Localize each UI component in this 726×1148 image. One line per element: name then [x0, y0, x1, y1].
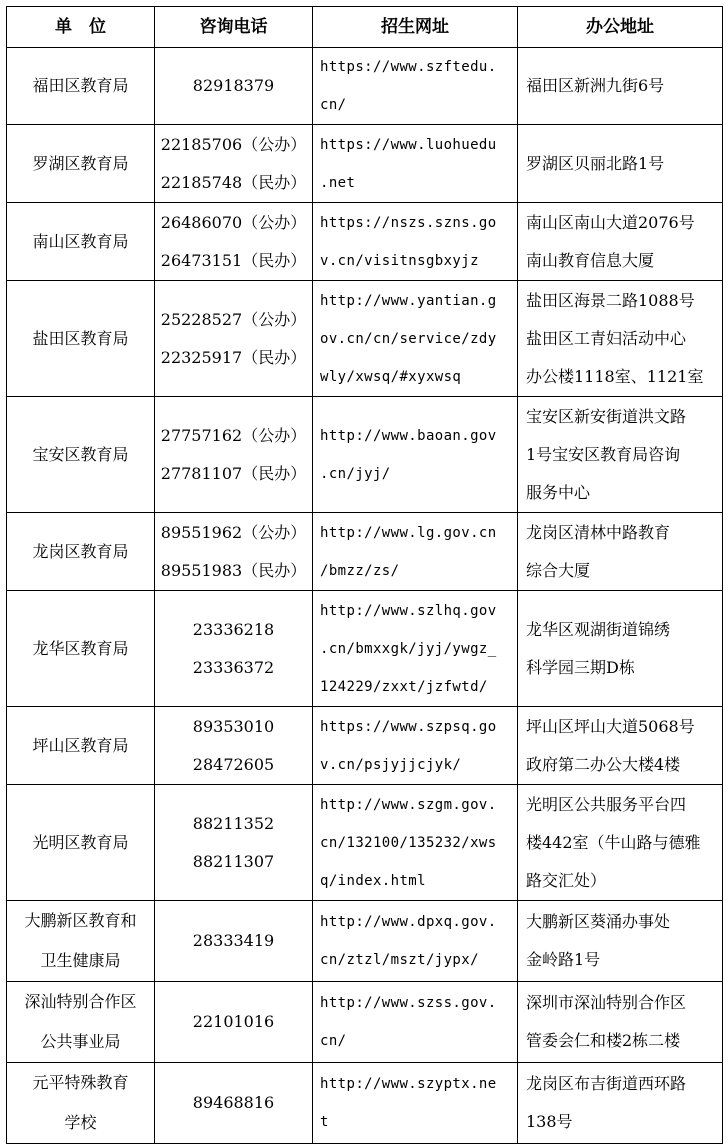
table-row	[7, 785, 723, 901]
cell-address-line: 南山区南山大道2076号	[526, 212, 695, 232]
cell-unit-line: 坪山区教育局	[32, 735, 129, 755]
cell-url-line[interactable]: cn/132100/135232/xws	[320, 834, 497, 851]
cell-phone-line: 26473151（民办）	[160, 250, 307, 270]
cell-url	[313, 513, 518, 591]
table-row	[7, 281, 723, 397]
cell-url-line[interactable]: /bmzz/zs/	[320, 562, 400, 579]
cell-url-line[interactable]: 124229/zxxt/jzfwtd/	[320, 678, 488, 695]
cell-url-line[interactable]: https://nszs.szns.go	[320, 214, 497, 231]
cell-unit-line: 学校	[64, 1113, 97, 1132]
cell-url	[313, 1063, 518, 1144]
cell-unit	[7, 785, 155, 901]
cell-unit-line: 南山区教育局	[32, 231, 129, 251]
cell-url-line[interactable]: https://www.szftedu.	[320, 59, 497, 75]
cell-url-line[interactable]: .net	[320, 174, 356, 191]
cell-url-line[interactable]: http://www.szlhq.gov	[320, 602, 497, 619]
cell-url-line[interactable]: v.cn/psjyjjcjyk/	[320, 756, 462, 773]
cell-url-line[interactable]: t	[320, 1114, 329, 1130]
cell-address	[518, 707, 723, 785]
enrollment-contact-table	[6, 6, 723, 1144]
cell-unit	[7, 397, 155, 513]
cell-address-line: 深圳市深汕特别合作区	[526, 993, 687, 1012]
cell-phone-line: 89551983（民办）	[160, 560, 307, 580]
cell-address	[518, 901, 723, 982]
header-address: 办公地址	[518, 7, 723, 48]
cell-url-line[interactable]: .cn/jyj/	[320, 465, 391, 482]
table-row	[7, 982, 723, 1063]
cell-address-line: 政府第二办公大楼4楼	[526, 754, 681, 774]
cell-url-line[interactable]: cn/	[320, 97, 347, 113]
cell-address-line: 办公楼1118室、1121室	[526, 366, 704, 386]
cell-url-line[interactable]: http://www.yantian.g	[320, 292, 497, 309]
cell-address-line: 管委会仁和楼2栋二楼	[526, 1031, 681, 1050]
cell-phone-line: 23336218	[192, 619, 275, 639]
cell-address-line: 龙华区观湖街道锦绣	[526, 619, 671, 639]
cell-address-line: 宝安区新安街道洪文路	[526, 406, 687, 426]
cell-address	[518, 982, 723, 1063]
cell-unit	[7, 1063, 155, 1144]
cell-url	[313, 48, 518, 125]
cell-address-line: 大鹏新区葵涌办事处	[526, 912, 671, 931]
cell-phone-line: 28333419	[192, 931, 275, 950]
cell-url-line[interactable]: http://www.baoan.gov	[320, 427, 497, 444]
cell-phone-line: 27757162（公办）	[160, 425, 307, 445]
cell-unit	[7, 707, 155, 785]
cell-url	[313, 281, 518, 397]
cell-url-line[interactable]: ov.cn/cn/service/zdy	[320, 330, 497, 347]
cell-url-line[interactable]: cn/ztzl/mszt/jypx/	[320, 952, 479, 968]
cell-unit-line: 龙岗区教育局	[32, 541, 129, 561]
cell-unit	[7, 125, 155, 203]
cell-address-line: 金岭路1号	[526, 950, 601, 969]
cell-address	[518, 48, 723, 125]
cell-unit-line: 福田区教育局	[32, 76, 129, 95]
cell-phone-line: 88211352	[192, 813, 275, 833]
table-row	[7, 707, 723, 785]
cell-phone-line: 22101016	[192, 1012, 275, 1031]
cell-url	[313, 982, 518, 1063]
cell-address	[518, 785, 723, 901]
table-row	[7, 901, 723, 982]
cell-unit-line: 光明区教育局	[32, 832, 129, 852]
cell-phone	[155, 785, 313, 901]
cell-url	[313, 125, 518, 203]
cell-unit-line: 元平特殊教育	[32, 1073, 129, 1092]
cell-unit-line: 龙华区教育局	[32, 638, 129, 658]
cell-address-line: 福田区新洲九街6号	[526, 76, 665, 95]
cell-address-line: 科学园三期D栋	[526, 657, 635, 677]
cell-url	[313, 591, 518, 707]
cell-url	[313, 707, 518, 785]
table-row	[7, 397, 723, 513]
cell-phone-line: 89353010	[192, 716, 275, 736]
cell-address	[518, 1063, 723, 1144]
cell-address-line: 龙岗区布吉街道西环路	[526, 1074, 687, 1093]
header-url: 招生网址	[313, 7, 518, 48]
cell-phone	[155, 203, 313, 281]
cell-phone-line: 88211307	[192, 851, 275, 871]
cell-phone	[155, 397, 313, 513]
cell-phone	[155, 125, 313, 203]
cell-address-line: 138号	[526, 1112, 573, 1131]
cell-url-line[interactable]: v.cn/visitnsgbxyjz	[320, 252, 479, 269]
header-phone: 咨询电话	[155, 7, 313, 48]
cell-phone-line: 82918379	[192, 76, 275, 95]
table-row	[7, 125, 723, 203]
cell-address-line: 楼442室（牛山路与德雅	[526, 832, 701, 852]
cell-phone	[155, 48, 313, 125]
table-row	[7, 1063, 723, 1144]
cell-url-line[interactable]: .cn/bmxxgk/jyj/ywgz_	[320, 640, 497, 657]
cell-address	[518, 591, 723, 707]
cell-unit	[7, 513, 155, 591]
cell-url-line[interactable]: https://www.szpsq.go	[320, 718, 497, 735]
cell-phone-line: 89468816	[192, 1093, 275, 1112]
cell-url-line[interactable]: q/index.html	[320, 872, 426, 889]
cell-url	[313, 785, 518, 901]
cell-url-line[interactable]: http://www.dpxq.gov.	[320, 914, 497, 930]
cell-phone-line: 28472605	[192, 754, 275, 774]
cell-phone	[155, 1063, 313, 1144]
table-row	[7, 203, 723, 281]
cell-unit-line: 大鹏新区教育和	[24, 911, 137, 930]
cell-phone	[155, 591, 313, 707]
cell-address-line: 盐田区工青妇活动中心	[526, 328, 687, 348]
cell-address-line: 路交汇处）	[526, 870, 607, 890]
cell-unit-line: 盐田区教育局	[32, 328, 129, 348]
cell-url-line[interactable]: wly/xwsq/#xyxwsq	[320, 368, 462, 385]
table-row	[7, 48, 723, 125]
cell-phone-line: 22325917（民办）	[160, 347, 307, 367]
cell-url	[313, 397, 518, 513]
cell-address-line: 光明区公共服务平台四	[526, 794, 687, 814]
cell-address-line: 罗湖区贝丽北路1号	[526, 153, 665, 173]
cell-phone-line: 23336372	[192, 657, 275, 677]
cell-address	[518, 397, 723, 513]
cell-phone	[155, 901, 313, 982]
cell-phone	[155, 513, 313, 591]
cell-url	[313, 203, 518, 281]
cell-address	[518, 513, 723, 591]
cell-address-line: 盐田区海景二路1088号	[526, 290, 695, 310]
cell-url-line[interactable]: http://www.szgm.gov.	[320, 796, 497, 813]
cell-unit-line: 宝安区教育局	[32, 444, 129, 464]
cell-unit	[7, 203, 155, 281]
cell-url	[313, 901, 518, 982]
cell-unit	[7, 982, 155, 1063]
cell-phone-line: 26486070（公办）	[160, 212, 307, 232]
cell-phone-line: 22185748（民办）	[160, 172, 307, 192]
cell-address	[518, 281, 723, 397]
cell-url-line[interactable]: http://www.szss.gov.	[320, 995, 497, 1011]
cell-phone-line: 22185706（公办）	[160, 134, 307, 154]
cell-url-line[interactable]: cn/	[320, 1033, 347, 1049]
cell-unit-line: 深汕特别合作区	[24, 992, 137, 1011]
cell-phone	[155, 281, 313, 397]
cell-unit	[7, 281, 155, 397]
cell-address-line: 龙岗区清林中路教育	[526, 522, 671, 542]
cell-address-line: 南山教育信息大厦	[526, 250, 655, 270]
cell-url-line[interactable]: http://www.szyptx.ne	[320, 1076, 497, 1092]
cell-unit	[7, 901, 155, 982]
table-row	[7, 513, 723, 591]
cell-url-line[interactable]: http://www.lg.gov.cn	[320, 524, 497, 541]
cell-unit	[7, 48, 155, 125]
cell-phone-line: 27781107（民办）	[160, 463, 307, 483]
table-row	[7, 591, 723, 707]
cell-phone-line: 89551962（公办）	[160, 522, 307, 542]
cell-unit	[7, 591, 155, 707]
header-row	[7, 7, 723, 48]
cell-unit-line: 公共事业局	[40, 1032, 121, 1051]
cell-address-line: 坪山区坪山大道5068号	[526, 716, 695, 736]
cell-address	[518, 203, 723, 281]
header-unit: 单 位	[7, 7, 155, 48]
cell-url-line[interactable]: https://www.luohuedu	[320, 136, 497, 153]
cell-address-line: 综合大厦	[526, 560, 591, 580]
cell-phone	[155, 707, 313, 785]
cell-unit-line: 卫生健康局	[40, 951, 121, 970]
table-body	[7, 48, 723, 1144]
cell-address-line: 1号宝安区教育局咨询	[526, 444, 681, 464]
cell-phone-line: 25228527（公办）	[160, 309, 307, 329]
cell-phone	[155, 982, 313, 1063]
cell-unit-line: 罗湖区教育局	[32, 153, 129, 173]
cell-address	[518, 125, 723, 203]
cell-address-line: 服务中心	[526, 482, 591, 502]
